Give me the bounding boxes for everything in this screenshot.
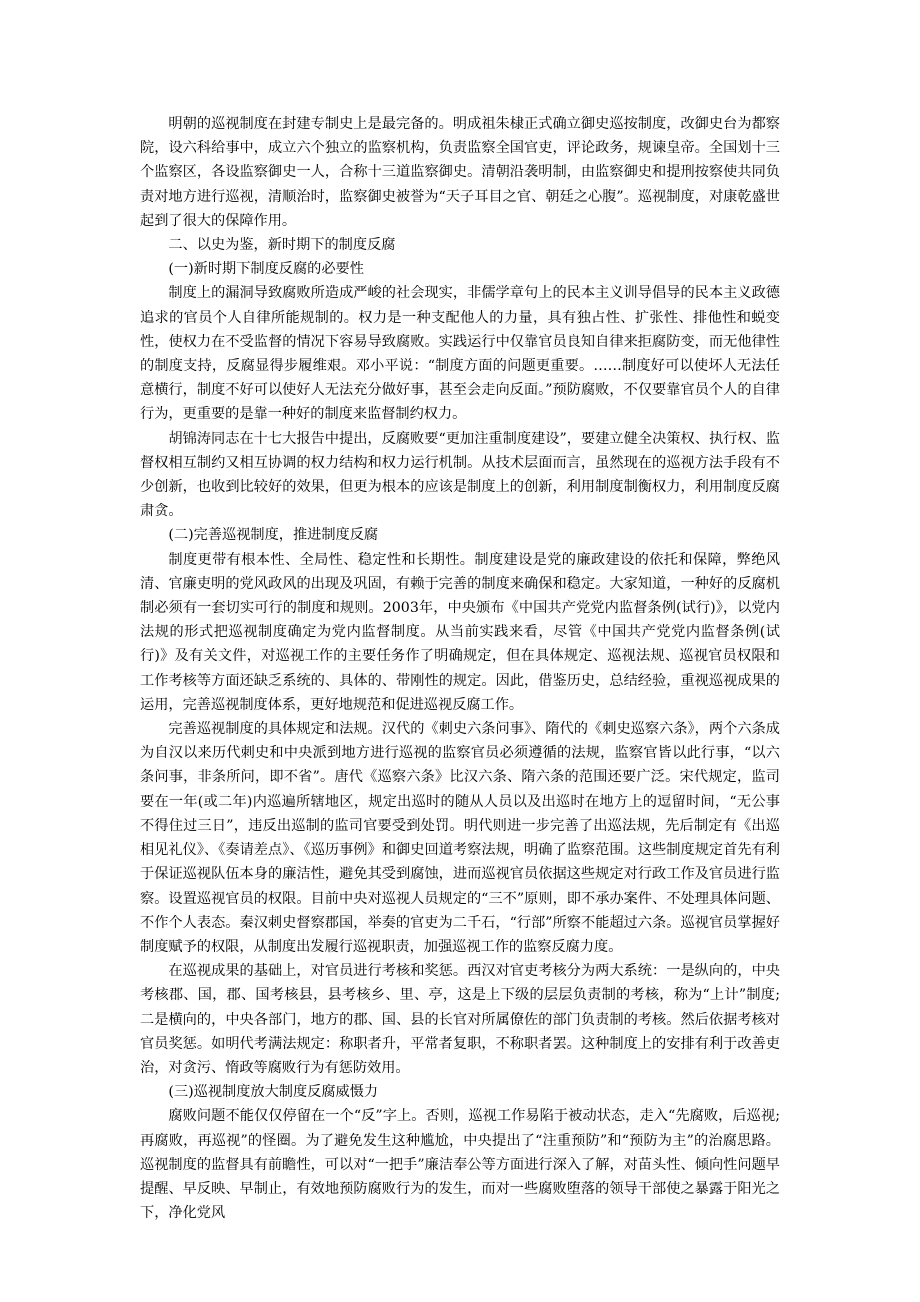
- subsection-heading-1: (一)新时期下制度反腐的必要性: [168, 261, 364, 278]
- section-heading-2: 二、以史为鉴，新时期下的制度反腐: [168, 237, 396, 254]
- subsection-heading-2: (二)完善巡视制度，推进制度反腐: [168, 527, 379, 544]
- paragraph-inspection-regulations: 完善巡视制度的具体规定和法规。汉代的《刺史六条问事》、隋代的《刺史巡察六条》，两个六条成为自汉以来历代刺史和中央派到地方进行巡视的监察官员必须遵循的法规，监察官皆以此行事，“以六条问事，非条所问，即不省”。唐代《巡察六条》比汉六条、隋六条的范围还要广泛。宋代规定，监司要在一年(或二年)内巡遍所辖地区，规定出巡时的随从人员以及出巡时在地方上的逗留时间，“无公事不得住过三日”，违反出巡制的监司官要受到处罚。明代则进一步完善了出巡法规，先后制定有《出巡相见礼仪》、《奏请差点》、《巡历事例》和御史回道考察法规，明确了监察范围。这些制度规定首先有利于保证巡视队伍本身的廉洁性，避免其受到腐蚀，进而巡视官员依据这些规定对行政工作及官员进行监察。设置巡视官员的权限。目前中央对巡视人员规定的“三不”原则，即不承办案件、不处理具体问题、不作个人表态。秦汉刺史督察郡国，举奏的官吏为二千石，“行部”所察不能超过六条。巡视官员掌握好制度赋予的权限，从制度出发履行巡视职责，加强巡视工作的监察反腐力度。: [140, 721, 780, 955]
- paragraph-assessment-rewards: 在巡视成果的基础上，对官员进行考核和奖惩。西汉对官吏考核分为两大系统：一是纵向的，中央考核郡、国，郡、国考核县，县考核乡、里、亭，这是上下级的层层负责制的考核，称为“上计”制度;二是横向的，中央各部门，地方的郡、国、县的长官对所属僚佐的部门负责制的考核。然后依据考核对官员奖惩。如明代考满法规定：称职者升，平常者复职，不称职者罢。这种制度上的安排有利于改善吏治，对贪污、惰政等腐败行为有惩防效用。: [140, 963, 780, 1076]
- paragraph-prevention: 腐败问题不能仅仅停留在一个“反”字上。否则，巡视工作易陷于被动状态，走入“先腐败，后巡视;再腐败，再巡视”的怪圈。为了避免发生这种尴尬，中央提出了“注重预防”和“预防为主”的治腐思路。巡视制度的监督具有前瞻性，可以对“一把手”廉洁奉公等方面进行深入了解，对苗头性、倾向性问题早提醒、早反映、早制止，有效地预防腐败行为的发生，而对一些腐败堕落的领导干部使之暴露于阳光之下，净化党风: [140, 1108, 780, 1222]
- subsection-heading-3: (三)巡视制度放大制度反腐威慑力: [168, 1084, 379, 1101]
- paragraph-institutional-loopholes: 制度上的漏洞导致腐败所造成严峻的社会现实，非儒学章句上的民本主义训导倡导的民本主义政德追求的官员个人自律所能规制的。权力是一种支配他人的力量，具有独占性、扩张性、排他性和蜕变性，使权力在不受监督的情况下容易导致腐败。实践运行中仅靠官员良知自律来拒腐防变，而无他律性的制度支持，反腐显得步履维艰。邓小平说：“制度方面的问题更重要。……制度好可以使坏人无法任意横行，制度不好可以使好人无法充分做好事，甚至会走向反面。”预防腐败，不仅要靠官员个人的自律行为，更重要的是靠一种好的制度来监督制约权力。: [140, 285, 780, 423]
- paragraph-system-building: 制度更带有根本性、全局性、稳定性和长期性。制度建设是党的廉政建设的依托和保障，弊绝风清、官廉吏明的党风政风的出现及巩固，有赖于完善的制度来确保和稳定。大家知道，一种好的反腐机制必须有一套切实可行的制度和规则。2003年，中央颁布《中国共产党党内监督条例(试行)》，以党内法规的形式把巡视制度确定为党内监督制度。从当前实践来看，尽管《中国共产党党内监督条例(试行)》及有关文件，对巡视工作的主要任务作了明确规定，但在具体规定、巡视法规、巡视官员权限和工作考核等方面还缺乏系统的、具体的、带刚性的规定。因此，借鉴历史，总结经验，重视巡视成果的运用，完善巡视制度体系，更好地规范和促进巡视反腐工作。: [140, 551, 780, 713]
- document-body: [140, 112, 780, 1225]
- paragraph-ming-dynasty: 明朝的巡视制度在封建专制史上是最完备的。明成祖朱棣正式确立御史巡按制度，改御史台为都察院，设六科给事中，成立六个独立的监察机构，负责监察全国官吏，评论政务，规谏皇帝。全国划十三个监察区，各设监察御史一人，合称十三道监察御史。清朝沿袭明制，由监察御史和提刑按察使共同负责对地方进行巡视，清顺治时，监察御史被誉为“天子耳目之官、朝廷之心腹”。巡视制度，对康乾盛世起到了很大的保障作用。: [140, 116, 780, 229]
- paragraph-seventeenth-congress: 胡锦涛同志在十七大报告中提出，反腐败要“更加注重制度建设”，要建立健全决策权、执行权、监督权相互制约又相互协调的权力结构和权力运行机制。从技术层面而言，虽然现在的巡视方法手段有不少创新，也收到比较好的效果，但更为根本的应该是制度上的创新，利用制度制衡权力，利用制度反腐肃贪。: [140, 430, 780, 520]
